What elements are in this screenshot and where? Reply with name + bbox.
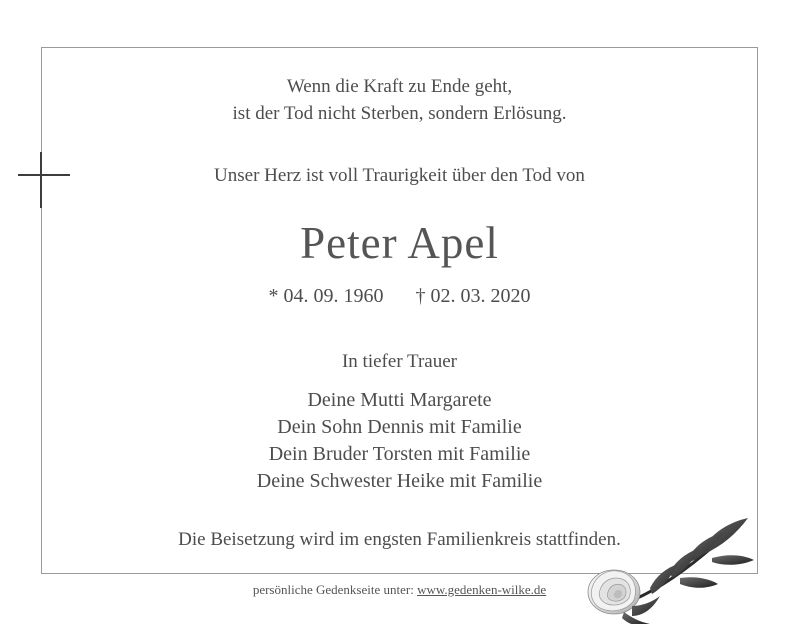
rose-icon [584, 514, 764, 624]
birth-date: * 04. 09. 1960 [268, 285, 384, 307]
memorial-prefix: persönliche Gedenkseite unter: [252, 582, 418, 597]
list-item: Dein Sohn Dennis mit Familie [277, 416, 522, 438]
list-item: Dein Bruder Torsten mit Familie [268, 443, 531, 465]
notice-content [41, 47, 758, 597]
verse [81, 73, 718, 127]
memorial-url[interactable]: www.gedenken-wilke.de [417, 582, 547, 597]
funeral-note: Die Beisetzung wird im engsten Familienkreis stattfinden. [178, 529, 621, 550]
mourners-list [81, 387, 718, 495]
list-item: Deine Mutti Margarete [307, 389, 492, 411]
deceased-name: Peter Apel [300, 218, 499, 268]
intro-text: Unser Herz ist voll Traurigkeit über den Tod von [214, 165, 585, 186]
verse-line-1: Wenn die Kraft zu Ende geht, [286, 76, 513, 97]
list-item: Deine Schwester Heike mit Familie [256, 470, 543, 492]
mourning-heading: In tiefer Trauer [341, 351, 458, 372]
death-date: † 02. 03. 2020 [415, 285, 531, 307]
verse-line-2: ist der Tod nicht Sterben, sondern Erlösung. [232, 103, 567, 124]
life-dates [81, 283, 718, 309]
